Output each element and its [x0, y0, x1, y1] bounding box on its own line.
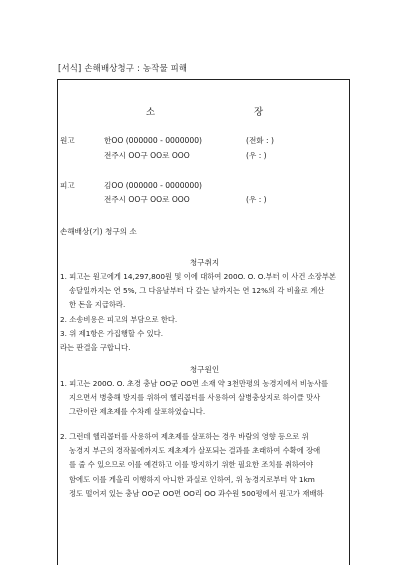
plaintiff-label: 원고: [60, 136, 75, 145]
purpose-line: 라는 판결을 구합니다.: [60, 343, 131, 353]
purpose-line: 3. 위 제1항은 가집행할 수 있다.: [60, 328, 164, 338]
document-header: [서식] 손해배상청구 : 농작물 피해: [58, 63, 188, 73]
document-title: 소 장: [145, 107, 312, 118]
purpose-heading: 청구취지: [189, 258, 220, 267]
purpose-line: 송달일까지는 연 5%, 그 다음날부터 다 갚는 날까지는 연 12%의 각 비율로 계산: [69, 286, 325, 296]
purpose-section: [60, 270, 347, 355]
cause-heading: 청구원인: [189, 365, 220, 374]
cause-line: 지으면서 병충해 방지를 위하여 헬리콥터를 사용하여 살병충상지로 하이클 맛사: [69, 393, 321, 403]
purpose-line: 2. 소송비용은 피고의 부담으로 한다.: [60, 314, 178, 324]
plaintiff-address: 전주시 OO구 OO로 OOO: [104, 151, 190, 160]
plaintiff-name: 한OO (000000 - 0000000): [104, 136, 203, 145]
cause-line: 1. 피고는 200O. O. 초경 충남 OO군 OO면 소재 약 3천만평의 농경지에서 비농사를: [60, 379, 329, 388]
cause-paragraph-1: [60, 377, 347, 420]
cause-line: 농경지 부근의 경작물에까지도 제초제가 살포되는 결과를 초래하여 수확에 장애: [69, 446, 321, 456]
document-frame: [57, 79, 350, 565]
purpose-line: 1. 피고는 원고에게 14,297,800원 및 이에 대하여 200O. O. O.부터 이 사건 소장부본: [60, 272, 336, 281]
defendant-postal: (우 : ): [246, 195, 267, 204]
plaintiff-postal: (우 : ): [246, 151, 267, 160]
cause-line: 정도 떨어져 있는 충남 OO군 OO면 OO리 OO 과수원 500평에서 원고가 재배하: [69, 488, 324, 498]
defendant-name: 김OO (000000 - 0000000): [104, 181, 203, 190]
plaintiff-phone: (전화 : ): [246, 136, 274, 145]
cause-line: 함에도 이를 게을리 이행하지 아니한 과실로 인하여, 위 농경지로부터 약 1km: [69, 474, 315, 484]
cause-line: 2. 그런데 헬리콥터를 사용하여 제초제를 살포하는 경우 바람의 영향 등으로 위: [60, 432, 309, 441]
defendant-label: 피고: [60, 181, 75, 190]
cause-line: 를 줄 수 있으므로 이를 예견하고 이를 방지하기 위한 필요한 조치를 취하여야: [69, 460, 314, 470]
cause-paragraph-2: [60, 430, 347, 501]
purpose-line: 한 돈을 지급하라.: [69, 300, 126, 310]
defendant-address: 전주시 OO구 OO로 OOO: [104, 195, 190, 204]
case-name: 손해배상(기) 청구의 소: [60, 227, 137, 236]
cause-line: 그란이란 제초제를 수차례 살포하였습니다.: [69, 407, 206, 417]
